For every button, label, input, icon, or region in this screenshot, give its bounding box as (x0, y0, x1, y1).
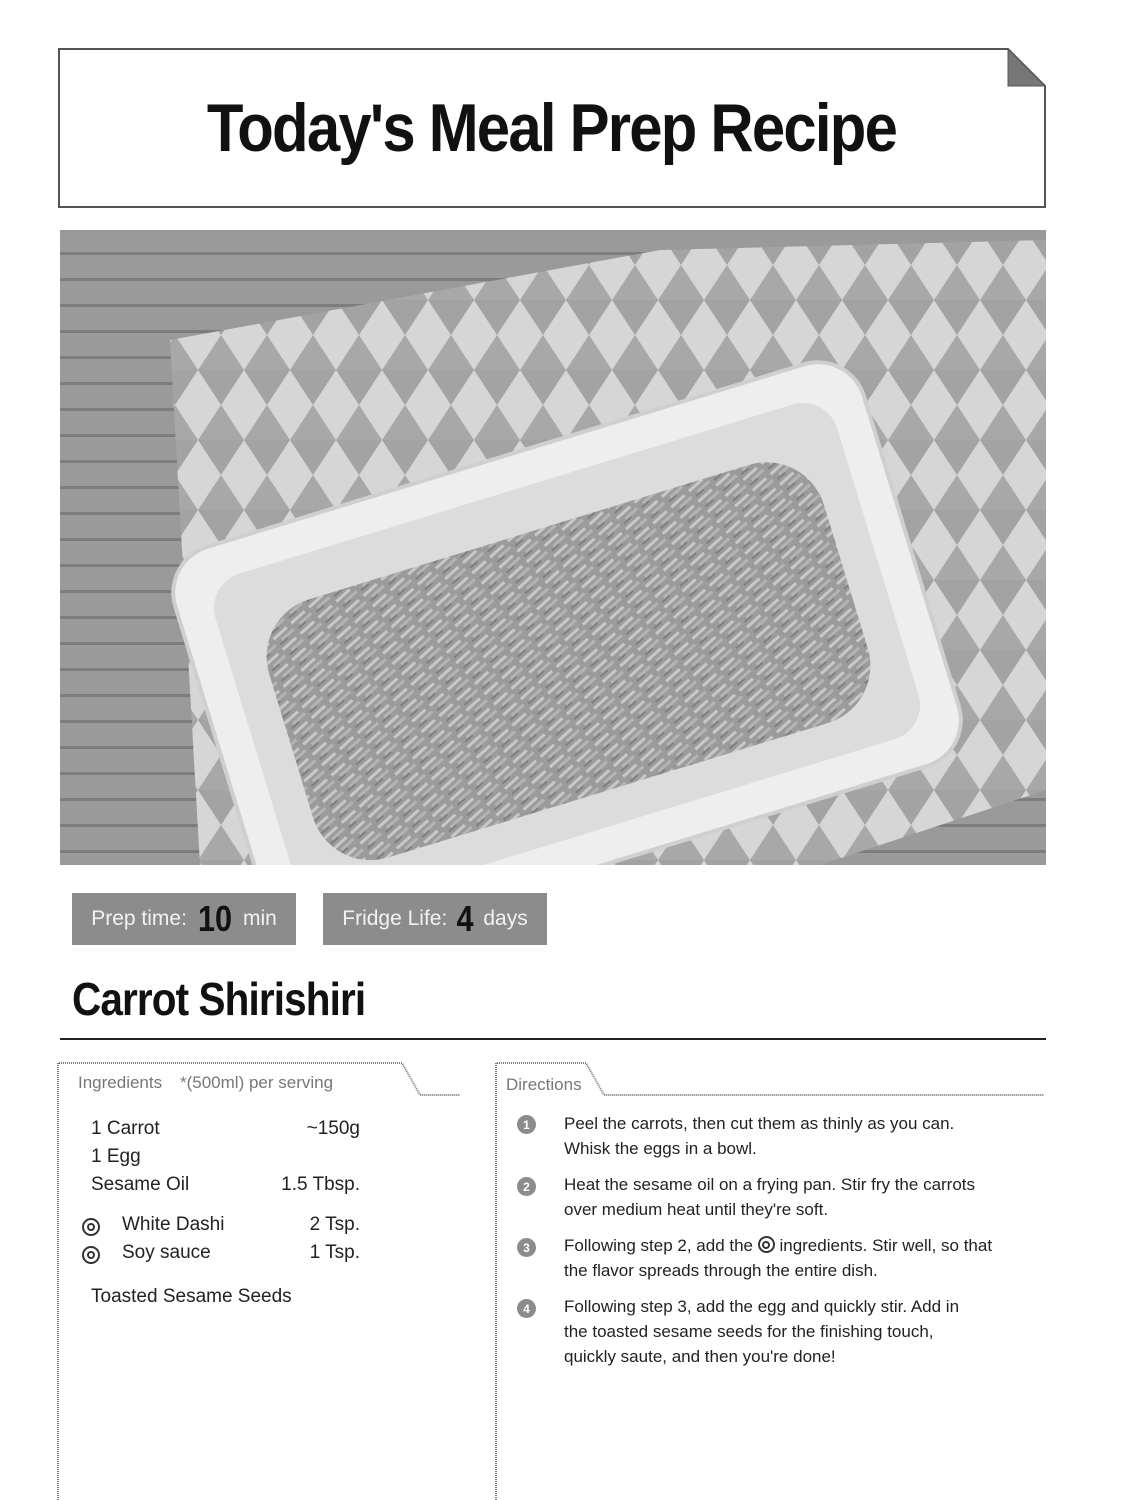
step-text-line: Peel the carrots, then cut them as thinly as you can. (564, 1114, 955, 1133)
recipe-title: Carrot Shirishiri (72, 973, 366, 1025)
title-divider (60, 1038, 1046, 1040)
ingredient-amount: 1 Tsp. (309, 1242, 360, 1263)
prep-time-label: Prep time: (91, 907, 187, 930)
step-text-line: Heat the sesame oil on a frying pan. Stir fry the carrots (564, 1175, 976, 1194)
fridge-life-badge (323, 893, 547, 945)
direction-step (564, 1294, 1009, 1369)
direction-step (564, 1111, 1009, 1161)
prep-time-value: 10 (197, 898, 232, 939)
recipe-photo-image (60, 230, 1046, 865)
ingredient-name: White Dashi (122, 1214, 225, 1235)
ingredient-name: Toasted Sesame Seeds (91, 1286, 292, 1307)
step-text-line: the flavor spreads through the entire dish. (564, 1261, 878, 1280)
direction-step (564, 1233, 1009, 1283)
prep-time-badge (72, 893, 296, 945)
step-text-line: the toasted sesame seeds for the finishing touch, (564, 1322, 934, 1341)
step-number-badge: 4 (517, 1299, 536, 1318)
fridge-life-label: Fridge Life: (342, 907, 448, 930)
ingredient-amount: 2 Tsp. (309, 1214, 360, 1235)
fridge-life-unit: days (483, 907, 528, 930)
double-circle-mark-icon (82, 1246, 100, 1264)
double-circle-mark-icon (82, 1218, 100, 1236)
step-number-badge: 1 (517, 1115, 536, 1134)
step-text-line: over medium heat until they're soft. (564, 1200, 829, 1219)
step-text-line: quickly saute, and then you're done! (564, 1347, 836, 1366)
ingredient-name: 1 Carrot (91, 1118, 160, 1139)
prep-time-unit: min (242, 907, 277, 930)
serving-note: *(500ml) per serving (180, 1073, 334, 1092)
step-text-line: Whisk the eggs in a bowl. (564, 1139, 757, 1158)
step-text-fragment: Following step 2, add the (564, 1236, 758, 1255)
ingredient-name: 1 Egg (91, 1146, 141, 1167)
step-number-badge: 3 (517, 1238, 536, 1257)
header-box (58, 48, 1045, 208)
step-number-badge: 2 (517, 1177, 536, 1196)
ingredient-name: Soy sauce (122, 1242, 211, 1263)
ingredients-header: Ingredients (78, 1073, 163, 1092)
double-circle-mark-icon (758, 1236, 775, 1253)
ingredient-name: Sesame Oil (91, 1174, 190, 1195)
directions-header: Directions (506, 1075, 582, 1094)
ingredient-amount: ~150g (306, 1118, 360, 1139)
page-title: Today's Meal Prep Recipe (206, 90, 897, 166)
fridge-life-value: 4 (456, 898, 474, 939)
recipe-photo (60, 230, 1046, 865)
step-text-fragment: ingredients. Stir well, so that (774, 1236, 993, 1255)
step-text-line: Following step 3, add the egg and quickly stir. Add in (564, 1297, 960, 1316)
ingredient-amount: 1.5 Tbsp. (281, 1174, 360, 1195)
direction-step (564, 1172, 1009, 1222)
step-text-line (564, 1233, 1009, 1258)
